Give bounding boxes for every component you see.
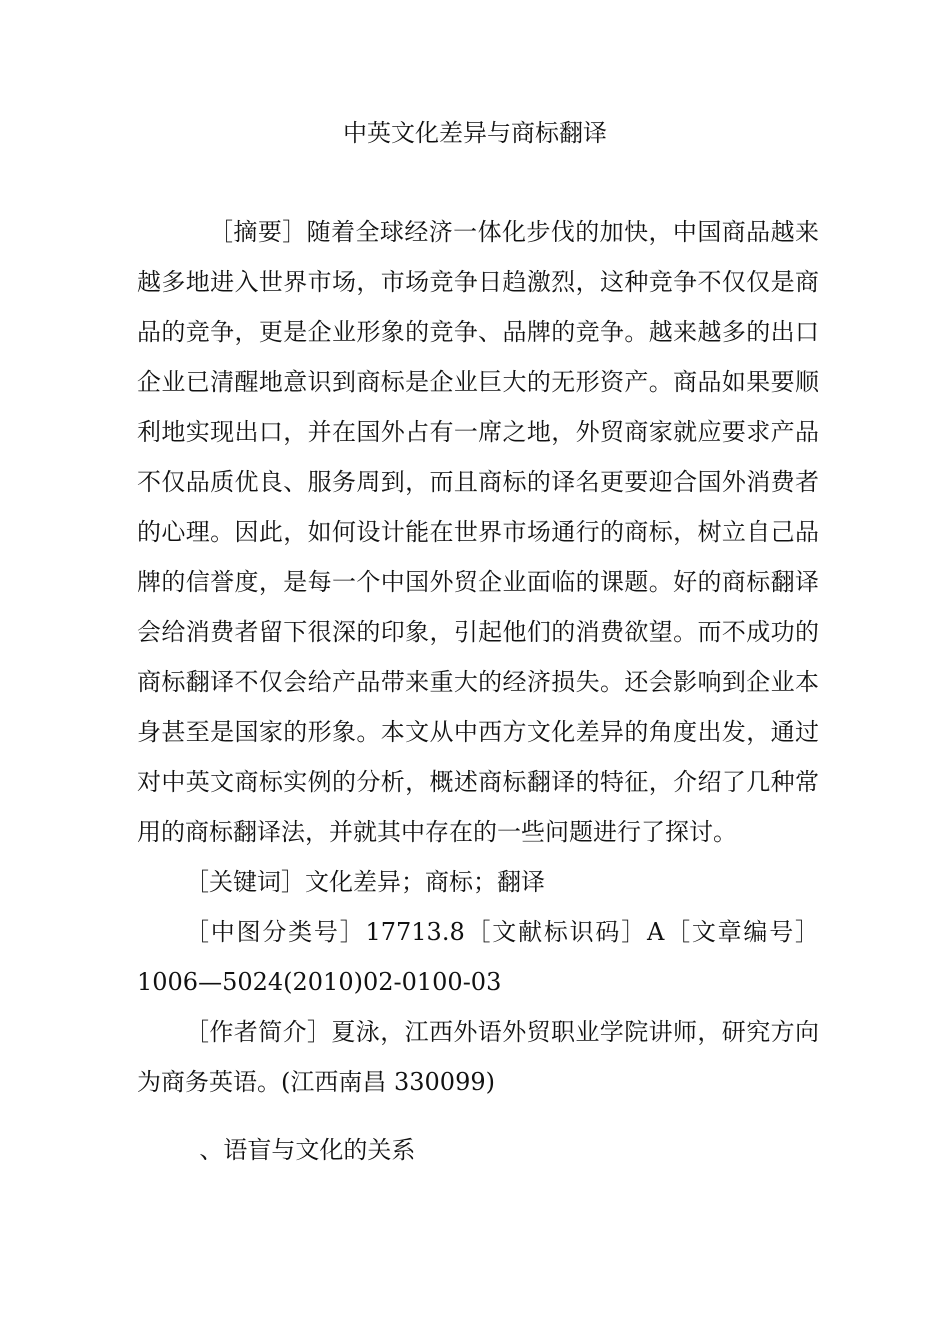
classification-paragraph: ［中图分类号］17713.8［文献标识码］A［文章编号］1006—5024(2010)02-0100-03: [137, 918, 819, 996]
document-body: [137, 207, 819, 1175]
document-title: 中英文化差异与商标翻译: [343, 119, 607, 147]
abstract-paragraph: ［摘要］随着全球经济一体化步伐的加快，中国商品越来越多地进入世界市场，市场竞争日趋激烈，这种竞争不仅仅是商品的竞争，更是企业形象的竞争、品牌的竞争。越来越多的出口企业已清醒地意识到商标是企业巨大的无形资产。商品如果要顺利地实现出口，并在国外占有一席之地，外贸商家就应要求产品不仅品质优良、服务周到，而且商标的译名更要迎合国外消费者的心理。因此，如何设计能在世界市场通行的商标，树立自己品牌的信誉度，是每一个中国外贸企业面临的课题。好的商标翻译会给消费者留下很深的印象，引起他们的消费欲望。而不成功的商标翻译不仅会给产品带来重大的经济损失。还会影响到企业本身甚至是国家的形象。本文从中西方文化差异的角度出发，通过对中英文商标实例的分析，概述商标翻译的特征，介绍了几种常用的商标翻译法，并就其中存在的一些问题进行了探讨。: [137, 218, 819, 846]
author-bio-paragraph: ［作者简介］夏泳，江西外语外贸职业学院讲师，研究方向为商务英语。(江西南昌 330099): [137, 1018, 819, 1096]
section-heading: 、语盲与文化的关系: [199, 1136, 416, 1164]
keywords-paragraph: ［关键词］文化差异；商标；翻译: [185, 868, 545, 896]
